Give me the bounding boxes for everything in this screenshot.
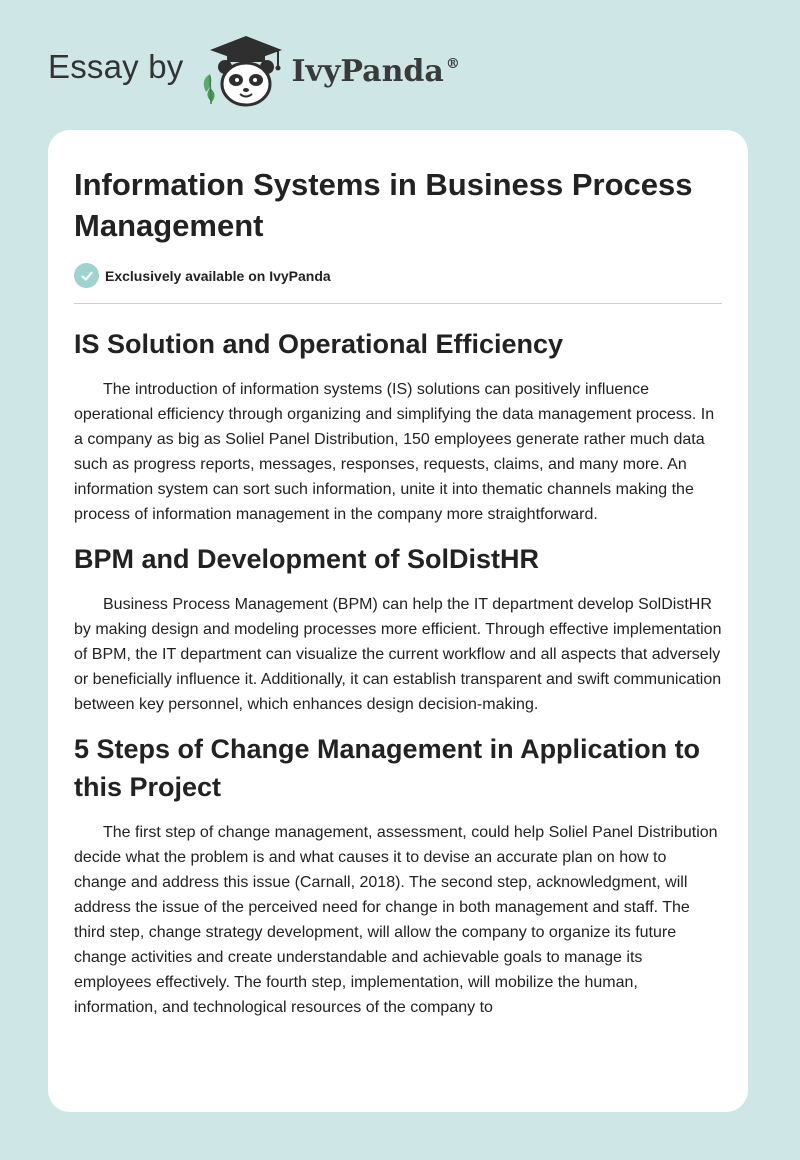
section-heading: 5 Steps of Change Management in Application to this Project [74,734,701,802]
article-card [48,130,748,1112]
section-bpm [74,540,722,717]
section-heading: IS Solution and Operational Efficiency [74,329,564,359]
section-paragraph: The introduction of information systems (IS) solutions can positively influence operational efficiency through organizing and simplifying the data management process. In a company as big as Soliel Panel Distribution, 150 employees generate rather much data such as progress reports, messages, responses, requests, claims, and many more. An information system can sort such information, unite it into thematic channels making the process of information management in the company more straightforward. [74,381,715,523]
divider [74,303,722,304]
section-paragraph: The first step of change management, assessment, could help Soliel Panel Distribution decide what the problem is and what causes it to devise an accurate plan on how to change and address this issue (Carnall, 2018). The second step, acknowledgment, will address the issue of the perceived need for change in both management and staff. The third step, change strategy development, will allow the company to organize its future change activities and create understandable and achievable goals to manage its employees effectively. The fourth step, implementation, will mobilize the human, information, and technological resources of the company to [74,824,718,1016]
page-title: Information Systems in Business Process Management [74,167,693,243]
essay-by-label: Essay by [48,48,184,85]
section-is-solution [74,325,722,527]
check-icon [74,263,99,288]
section-paragraph: Business Process Management (BPM) can help the IT department develop SolDistHR by making design and modeling processes more efficient. Through effective implementation of BPM, the IT department can visualize the current workflow and all aspects that adversely or beneficially influence it. Additionally, it can establish transparent and swift communication between key personnel, which enhances design decision-making. [74,596,722,713]
exclusive-badge [74,263,331,288]
article-body [74,325,722,1033]
section-heading: BPM and Development of SolDistHR [74,544,540,574]
section-change-management [74,730,722,1020]
site-header [48,30,648,110]
brand-name: IvyPanda ® [291,53,460,89]
badge-label: Exclusively available on IvyPanda [105,267,331,284]
ivypanda-logo-icon [198,30,288,110]
